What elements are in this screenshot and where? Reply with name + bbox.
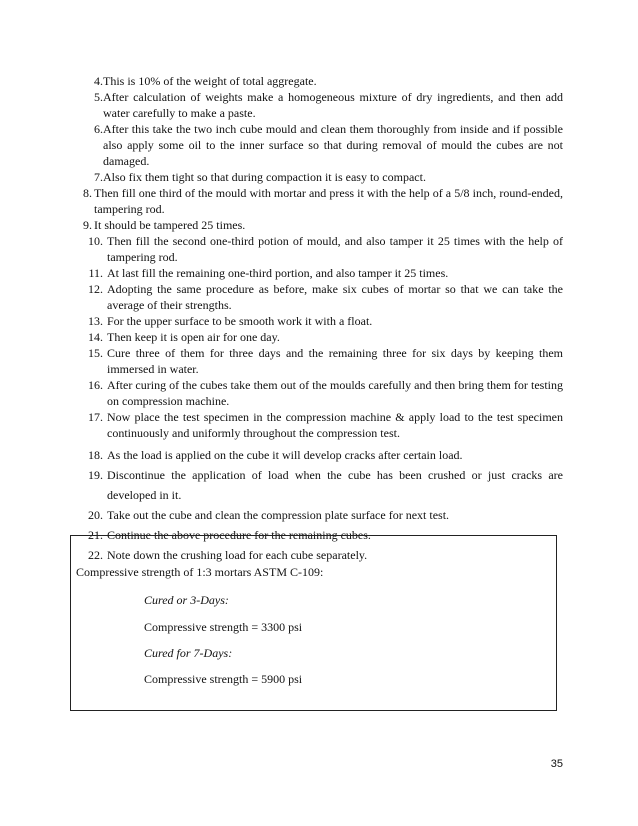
- list-item-text: After curing of the cubes take them out of the moulds carefully and then bring them for testing on compression machine.: [107, 378, 563, 408]
- list-item-text: Note down the crushing load for each cube separately.: [107, 548, 368, 562]
- list-item-text: Take out the cube and clean the compression plate surface for next test.: [107, 508, 450, 522]
- list-item: [80, 265, 563, 281]
- cured-3-days-strength: Compressive strength = 3300 psi: [144, 620, 303, 634]
- list-item-number: 11.: [88, 266, 103, 280]
- list-item: [80, 465, 563, 505]
- list-item-text: Also fix them tight so that during compaction it is easy to compact.: [103, 170, 426, 184]
- list-item: [80, 169, 563, 185]
- list-item: [80, 445, 563, 465]
- list-item-number: 22.: [88, 548, 103, 562]
- list-item: [80, 73, 563, 89]
- list-item: [80, 313, 563, 329]
- results-title: Compressive strength of 1:3 mortars ASTM C-109:: [76, 565, 324, 579]
- list-item-number: 17.: [88, 410, 103, 424]
- list-item-text: Discontinue the application of load when the cube has been crushed or just cracks are developed in it.: [107, 468, 563, 502]
- list-item-number: 5.: [94, 90, 103, 104]
- cured-7-days-label: Cured for 7-Days:: [144, 646, 233, 660]
- list-item-text: It should be tampered 25 times.: [94, 218, 246, 232]
- list-item-text: This is 10% of the weight of total aggregate.: [103, 74, 317, 88]
- list-item-text: Adopting the same procedure as before, make six cubes of mortar so that we can take the average of their strengths.: [107, 282, 563, 312]
- list-item-number: 4.: [94, 74, 103, 88]
- results-box: [70, 535, 557, 711]
- list-item: [80, 233, 563, 265]
- list-item-number: 7.: [94, 170, 103, 184]
- list-item-text: Now place the test specimen in the compression machine & apply load to the test specimen continuously and uniformly throughout the compression test.: [107, 410, 563, 440]
- page-number: 35: [550, 758, 563, 770]
- list-item-text: Then fill one third of the mould with mortar and press it with the help of a 5/8 inch, round-ended, tampering rod.: [94, 186, 563, 216]
- list-item-number: 19.: [88, 468, 103, 482]
- list-item-text: Then keep it is open air for one day.: [107, 330, 280, 344]
- list-item-text: Cure three of them for three days and the remaining three for six days by keeping them immersed in water.: [107, 346, 563, 376]
- list-item-text: As the load is applied on the cube it will develop cracks after certain load.: [107, 448, 463, 462]
- list-item-text: For the upper surface to be smooth work it with a float.: [107, 314, 373, 328]
- list-item-number: 8.: [83, 186, 92, 200]
- list-item-number: 21.: [88, 528, 103, 542]
- list-item-number: 6.: [94, 122, 103, 136]
- list-item: [80, 89, 563, 121]
- list-item-number: 18.: [88, 448, 103, 462]
- list-item-text: After this take the two inch cube mould and clean them thoroughly from inside and if possible also apply some oil to the inner surface so that during removal of mould the cubes are not damaged.: [103, 122, 563, 168]
- list-item-text: Continue the above procedure for the remaining cubes.: [107, 528, 371, 542]
- list-item-number: 10.: [88, 234, 103, 248]
- list-item-number: 20.: [88, 508, 103, 522]
- list-item-number: 15.: [88, 346, 103, 360]
- list-item-number: 16.: [88, 378, 103, 392]
- list-item: [80, 345, 563, 377]
- list-item: [80, 185, 563, 217]
- list-item-text: Then fill the second one-third potion of mould, and also tamper it 25 times with the help of tampering rod.: [107, 234, 563, 264]
- list-item: [80, 377, 563, 409]
- list-item: [80, 281, 563, 313]
- list-item-text: After calculation of weights make a homogeneous mixture of dry ingredients, and then add water carefully to make a paste.: [103, 90, 563, 120]
- list-item-number: 9.: [83, 218, 92, 232]
- list-item-number: 13.: [88, 314, 103, 328]
- list-item-number: 14.: [88, 330, 103, 344]
- list-item-number: 12.: [88, 282, 103, 296]
- list-item: [80, 409, 563, 441]
- list-item: [80, 505, 563, 525]
- list-item: [80, 217, 563, 233]
- cured-7-days-strength: Compressive strength = 5900 psi: [144, 672, 303, 686]
- list-item: [80, 329, 563, 345]
- list-item-text: At last fill the remaining one-third portion, and also tamper it 25 times.: [107, 266, 449, 280]
- procedure-list: [80, 73, 563, 565]
- cured-3-days-label: Cured or 3-Days:: [144, 593, 229, 607]
- list-item: [80, 121, 563, 169]
